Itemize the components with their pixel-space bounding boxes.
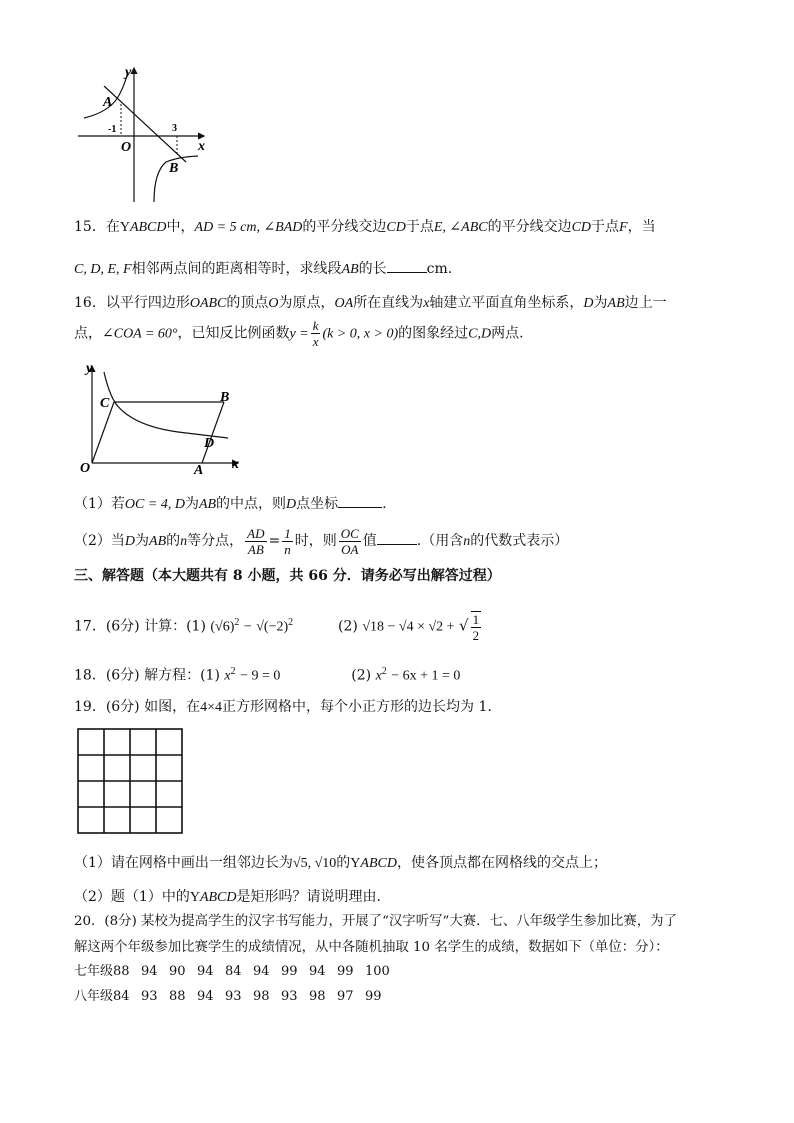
score: 98	[253, 989, 270, 1004]
label-o: O	[121, 140, 132, 155]
label-a: A	[194, 463, 204, 478]
answer-blank-q16-2[interactable]	[377, 530, 417, 545]
score: 94	[141, 964, 158, 979]
score: 98	[309, 989, 326, 1004]
score: 97	[337, 989, 354, 1004]
grade8-label: 八年级	[74, 989, 114, 1004]
tick-three: 3	[172, 123, 177, 134]
fraction-k-over-x: $\frac{k}{x}$	[312, 318, 319, 349]
score: 99	[365, 989, 382, 1004]
q19: 19．(6分) 如图，在4×4正方形网格中，每个小正方形的边长均为 1.	[74, 699, 492, 715]
q16-line1: 16．以平行四边形OABC的顶点O为原点，OA所在直线为x轴建立平面直角坐标系，D为AB边上一	[74, 295, 667, 311]
label-y: y	[86, 361, 93, 376]
score: 93	[281, 989, 298, 1004]
tick-minus-one: -1	[108, 124, 117, 135]
grade7-row	[74, 962, 393, 982]
fraction-ad-over-ab: $\frac{AD}{AB}$	[247, 525, 265, 557]
label-a: A	[103, 95, 113, 110]
q16-line2: 点，∠COA = 60°，已知反比例函数y = $\frac{k}{x}$ (k > 0, x > 0)的图象经过C,D两点.	[74, 318, 524, 349]
answer-blank-q16-1[interactable]	[338, 493, 382, 508]
fraction-one-half: $\frac{1}{2}$	[472, 611, 480, 643]
answer-blank-q15[interactable]	[387, 258, 427, 273]
score: 88	[113, 964, 130, 979]
q19-sub2: （2）题（1）中的YABCD是矩形吗？请说明理由.	[74, 889, 381, 905]
section-heading: 三、解答题（本大题共有 8 小题，共 66 分．请务必写出解答过程）	[74, 568, 501, 584]
score: 94	[309, 964, 326, 979]
label-x: x	[198, 139, 205, 154]
q17: 17．(6分) 计算：(1) $(√6)^2 - √(-2)^2$ (2) √18 − √4 × √2 + √ $\frac{1}{2}$	[74, 611, 480, 643]
fraction-oc-over-oa: $\frac{OC}{OA}$	[340, 525, 359, 557]
label-b: B	[220, 390, 230, 405]
score: 84	[225, 964, 242, 979]
q18: 18．(6分) 解方程：(1) $x^2 - 9 = 0$ (2) $x^2 - 6x + 1 = 0$	[74, 666, 461, 684]
score: 90	[169, 964, 186, 979]
q16-sub2: （2）当D为AB的n等分点， $\frac{AD}{AB}$ = $\frac{1}{n}$ 时，则 $\frac{OC}{OA}$ 值 .（用含n的代数式表示）	[74, 525, 569, 557]
sqrt-sign: √	[459, 616, 469, 635]
label-b: B	[169, 161, 179, 176]
label-o: O	[80, 461, 91, 476]
score: 88	[169, 989, 186, 1004]
score: 94	[197, 964, 214, 979]
score: 100	[365, 964, 390, 979]
label-c: C	[100, 396, 110, 411]
figure-q15-graph	[74, 62, 214, 207]
q15-line2: C, D, E, F相邻两点间的距离相等时，求线段AB的长 cm.	[74, 258, 452, 280]
grade7-label: 七年级	[74, 964, 114, 979]
grid-4x4[interactable]	[77, 728, 185, 836]
side-oc	[92, 402, 114, 463]
score: 93	[225, 989, 242, 1004]
grade8-row	[74, 987, 393, 1007]
score: 84	[113, 989, 130, 1004]
label-x: x	[232, 457, 239, 472]
score: 94	[253, 964, 270, 979]
q19-sub1: （1）请在网格中画出一组邻边长为√5, √10的YABCD，使各顶点都在网格线的交点上；	[74, 855, 607, 871]
q16-sub1: （1）若OC = 4, D为AB的中点，则D点坐标 .	[74, 493, 387, 515]
fraction-1-over-n: $\frac{1}{n}$	[284, 525, 291, 557]
score: 99	[337, 964, 354, 979]
score: 99	[281, 964, 298, 979]
q20-line2: 解这两个年级参加比赛学生的成绩情况，从中各随机抽取 10 名学生的成绩，数据如下（单位：分）：	[74, 940, 669, 955]
side-ba	[202, 402, 224, 463]
score: 93	[141, 989, 158, 1004]
q15-line1: 15．在YABCD中，AD = 5 cm, ∠BAD的平分线交边CD于点E, ∠ABC的平分线交边CD于点F，当	[74, 219, 656, 235]
hyperbola-curve	[104, 372, 228, 438]
label-d: D	[204, 436, 215, 451]
figure-q16-parallelogram	[78, 360, 248, 478]
score: 94	[197, 989, 214, 1004]
label-y: y	[125, 65, 132, 80]
q20-line1: 20．(8分) 某校为提高学生的汉字书写能力，开展了“汉字听写”大赛．七、八年级学生参加比赛，为了	[74, 914, 677, 929]
